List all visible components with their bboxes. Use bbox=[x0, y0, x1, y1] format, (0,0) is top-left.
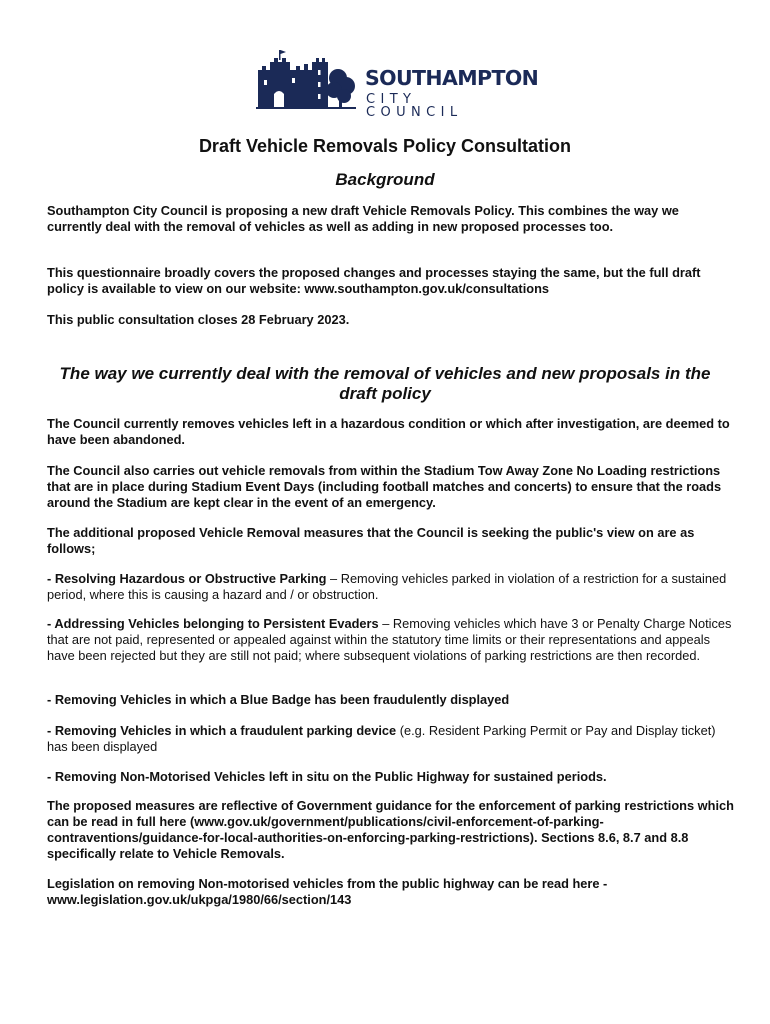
council-logo bbox=[252, 48, 539, 120]
legislation-paragraph: Legislation on removing Non-motorised vehicles from the public highway can be read here - www.legislation.gov.uk/ukpga/1980/66/section/143 bbox=[47, 876, 608, 907]
measure-item bbox=[47, 723, 737, 755]
measure-title: - Removing Vehicles in which a Blue Badge has been fraudulently displayed bbox=[47, 692, 510, 707]
guidance-paragraph: The proposed measures are reflective of Government guidance for the enforcement of parking restrictions which can be read in full here (www.gov.uk/government/publications/civil-enforcement-of-parking-contraventions/guidance-for-local-authorities-on-enforcing-parking-restrictions). Sections 8.6, 8.7 and 8.8 specifically relate to Vehicle Removals. bbox=[47, 798, 734, 861]
section-heading: The way we currently deal with the removal of vehicles and new proposals in the draft policy bbox=[59, 364, 711, 403]
measure-item bbox=[47, 692, 737, 708]
measure-item bbox=[47, 616, 737, 664]
measure-description: – Removing vehicles parked in violation of a restriction for a sustained period, where this is causing a hazard and / or obstruction. bbox=[47, 571, 727, 602]
logo-wordmark-bottom: CITY COUNCIL bbox=[366, 92, 463, 120]
measure-title: - Removing Vehicles in which a fraudulent parking device bbox=[47, 723, 397, 738]
body-paragraph-2: The Council also carries out vehicle removals from within the Stadium Tow Away Zone No Loading restrictions that are in place during Stadium Event Days (including football matches and concerts) to ensure that the roads around the Stadium are kept clear in the event of an emergency. bbox=[47, 463, 722, 510]
measure-item bbox=[47, 769, 737, 785]
measure-description: (e.g. Resident Parking Permit or Pay and Display ticket) has been displayed bbox=[47, 723, 716, 754]
background-heading: Background bbox=[335, 170, 435, 189]
logo-wordmark-top: SOUTHAMPTON bbox=[365, 66, 539, 90]
body-paragraph-3: The additional proposed Vehicle Removal measures that the Council is seeking the public's view on are as follows; bbox=[47, 525, 695, 556]
closing-date-paragraph: This public consultation closes 28 February 2023. bbox=[47, 312, 350, 327]
measure-title: - Addressing Vehicles belonging to Persistent Evaders bbox=[47, 616, 379, 631]
castle-tree-emblem-icon bbox=[252, 48, 362, 112]
measure-item bbox=[47, 571, 737, 603]
measure-title: - Removing Non-Motorised Vehicles left in situ on the Public Highway for sustained periods. bbox=[47, 769, 607, 784]
intro-paragraph-2: This questionnaire broadly covers the proposed changes and processes staying the same, but the full draft policy is available to view on our website: www.southampton.gov.uk/consultations bbox=[47, 265, 701, 296]
measure-description: – Removing vehicles which have 3 or Penalty Charge Notices that are not paid, represented or appealed against within the statutory time limits or their representations and appeals have been rejected but they are still not paid; where subsequent violations of parking restrictions are then recorded. bbox=[47, 616, 732, 663]
body-paragraph-1: The Council currently removes vehicles left in a hazardous condition or which after investigation, are deemed to have been abandoned. bbox=[47, 416, 730, 447]
measure-title: - Resolving Hazardous or Obstructive Parking bbox=[47, 571, 327, 586]
document-title: Draft Vehicle Removals Policy Consultation bbox=[198, 136, 572, 156]
intro-paragraph-1: Southampton City Council is proposing a new draft Vehicle Removals Policy. This combines the way we currently deal with the removal of vehicles as well as adding in new proposed processes too. bbox=[47, 203, 679, 234]
